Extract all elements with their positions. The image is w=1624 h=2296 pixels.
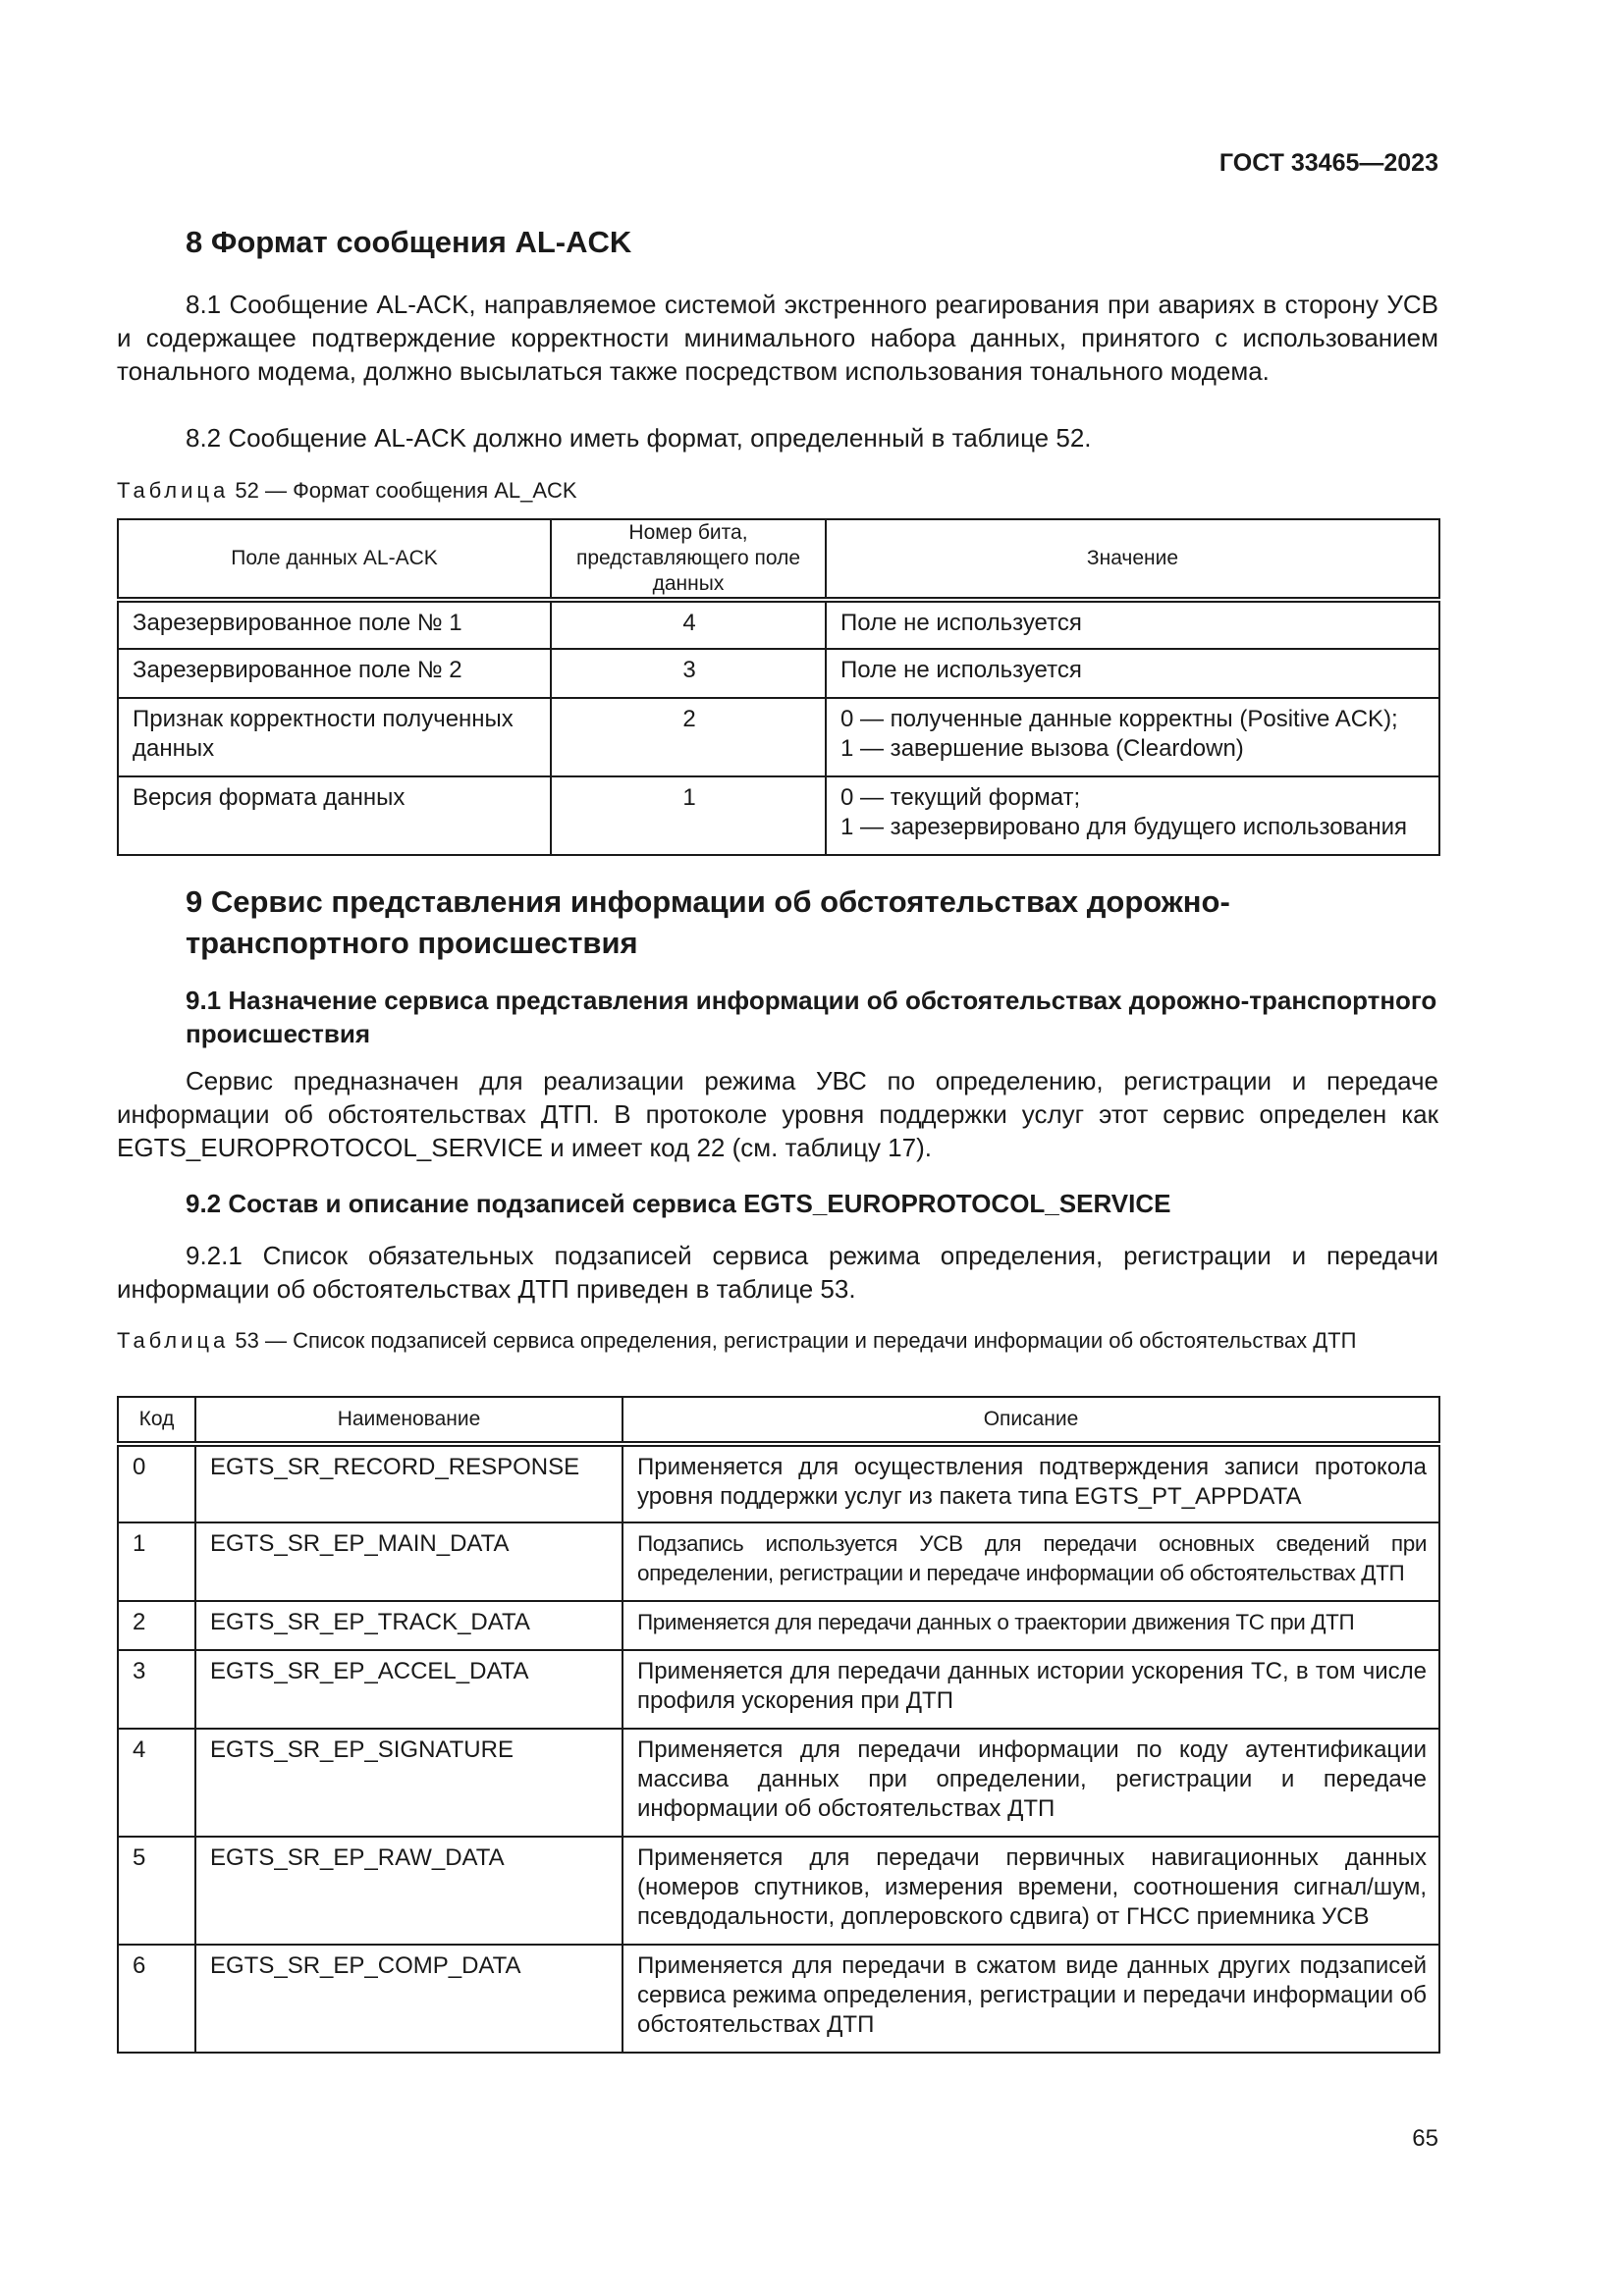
table-row — [118, 1601, 1439, 1650]
table-53-desc: Подзапись используется УСВ для передачи основных сведений при определении, регистрации и передаче информации об обстоятельствах ДТП — [623, 1522, 1439, 1601]
table-53-desc: Применяется для передачи информации по коду аутентификации массива данных при определении, регистрации и передаче информации об обстоятельствах ДТП — [623, 1729, 1439, 1837]
document-id-header: ГОСТ 33465—2023 — [1218, 149, 1438, 177]
table-53-caption — [117, 1327, 1438, 1355]
table-row — [118, 1650, 1439, 1729]
table-row — [118, 776, 1439, 855]
paragraph-9-2-1: 9.2.1 Список обязательных подзаписей сервиса режима определения, регистрации и передачи информации об обстоятельствах ДТП приведен в таблице 53. — [117, 1241, 1438, 1304]
table-row — [118, 649, 1439, 698]
table-53-name: EGTS_SR_EP_MAIN_DATA — [195, 1522, 623, 1601]
table-52-value: Поле не используется — [826, 600, 1439, 649]
table-53-name: EGTS_SR_EP_TRACK_DATA — [195, 1601, 623, 1650]
table-53-code: 2 — [118, 1601, 195, 1650]
table-53-code: 1 — [118, 1522, 195, 1601]
table-row — [118, 1837, 1439, 1945]
table-53-code: 3 — [118, 1650, 195, 1729]
table-row — [118, 1444, 1439, 1522]
table-52-bit: 4 — [551, 600, 826, 649]
table-row — [118, 1522, 1439, 1601]
table-53-desc: Применяется для передачи первичных навигационных данных (номеров спутников, измерения времени, соотношения сигнал/шум, псевдодальности, доплеровского сдвига) от ГНСС приемника УСВ — [623, 1837, 1439, 1945]
table-53-name: EGTS_SR_EP_SIGNATURE — [195, 1729, 623, 1837]
table-52-caption-label: Таблица — [117, 478, 230, 503]
table-row — [118, 698, 1439, 776]
table-52-header-bit: Номер бита, представляющего поле данных — [551, 519, 826, 600]
table-53-desc: Применяется для передачи в сжатом виде данных других подзаписей сервиса режима определения, регистрации и передачи информации об обстоятельствах ДТП — [623, 1945, 1439, 2053]
table-52-caption-text: 52 — Формат сообщения AL_ACK — [235, 478, 577, 503]
table-52-value: 0 — текущий формат; 1 — зарезервировано для будущего использования — [826, 776, 1439, 855]
table-52 — [117, 518, 1440, 856]
paragraph-8-1: 8.1 Сообщение AL-ACK, направляемое системой экстренного реагирования при авариях в сторону УСВ и содержащее подтверждение корректности минимального набора данных, принятого с использованием тонального модема, должно высылаться также посредством использования тонального модема. — [117, 290, 1438, 386]
section-9-title: 9 Сервис представления информации об обстоятельствах дорожно-транспортного происшествия — [186, 884, 1230, 960]
table-53 — [117, 1396, 1440, 2054]
table-52-caption — [117, 477, 1438, 505]
table-53-desc: Применяется для осуществления подтверждения записи протокола уровня поддержки услуг из пакета типа EGTS_PT_APPDATA — [623, 1444, 1439, 1522]
table-52-field: Версия формата данных — [118, 776, 551, 855]
paragraph-9-1: Сервис предназначен для реализации режима УВС по определению, регистрации и передаче информации об обстоятельствах ДТП. В протоколе уровня поддержки услуг этот сервис определен как EGTS_EUROPROTOCOL_SERVICE и имеет код 22 (см. таблицу 17). — [117, 1066, 1438, 1162]
table-52-value: 0 — полученные данные корректны (Positive ACK); 1 — завершение вызова (Cleardown) — [826, 698, 1439, 776]
table-53-caption-label: Таблица — [117, 1328, 230, 1353]
table-52-bit: 3 — [551, 649, 826, 698]
table-53-code: 6 — [118, 1945, 195, 2053]
table-53-caption-text: 53 — Список подзаписей сервиса определения, регистрации и передачи информации об обстоятельствах ДТП — [235, 1328, 1357, 1353]
table-52-value: Поле не используется — [826, 649, 1439, 698]
table-row — [118, 600, 1439, 649]
table-row — [118, 1729, 1439, 1837]
table-53-name: EGTS_SR_EP_RAW_DATA — [195, 1837, 623, 1945]
table-53-header-name: Наименование — [195, 1397, 623, 1444]
subsection-9-2-title: 9.2 Состав и описание подзаписей сервиса EGTS_EUROPROTOCOL_SERVICE — [186, 1189, 1171, 1218]
table-53-desc: Применяется для передачи данных истории ускорения ТС, в том числе профиля ускорения при ДТП — [623, 1650, 1439, 1729]
page-number: 65 — [1412, 2125, 1438, 2152]
table-52-header-field: Поле данных AL-ACK — [118, 519, 551, 600]
table-53-name: EGTS_SR_EP_COMP_DATA — [195, 1945, 623, 2053]
section-8-title: 8 Формат сообщения AL-ACK — [186, 225, 632, 259]
table-53-code: 5 — [118, 1837, 195, 1945]
table-52-field: Признак корректности полученных данных — [118, 698, 551, 776]
table-53-desc: Применяется для передачи данных о траектории движения ТС при ДТП — [623, 1601, 1439, 1650]
table-53-name: EGTS_SR_RECORD_RESPONSE — [195, 1444, 623, 1522]
table-53-code: 0 — [118, 1444, 195, 1522]
table-52-bit: 2 — [551, 698, 826, 776]
table-52-header-value: Значение — [826, 519, 1439, 600]
paragraph-8-2: 8.2 Сообщение AL-ACK должно иметь формат, определенный в таблице 52. — [186, 423, 1092, 453]
subsection-9-1-title: 9.1 Назначение сервиса представления информации об обстоятельствах дорожно-транспортного происшествия — [186, 986, 1437, 1048]
table-53-header-desc: Описание — [623, 1397, 1439, 1444]
table-52-field: Зарезервированное поле № 1 — [118, 600, 551, 649]
table-52-field: Зарезервированное поле № 2 — [118, 649, 551, 698]
table-53-name: EGTS_SR_EP_ACCEL_DATA — [195, 1650, 623, 1729]
table-52-bit: 1 — [551, 776, 826, 855]
table-row — [118, 1945, 1439, 2053]
table-53-header-code: Код — [118, 1397, 195, 1444]
table-53-code: 4 — [118, 1729, 195, 1837]
